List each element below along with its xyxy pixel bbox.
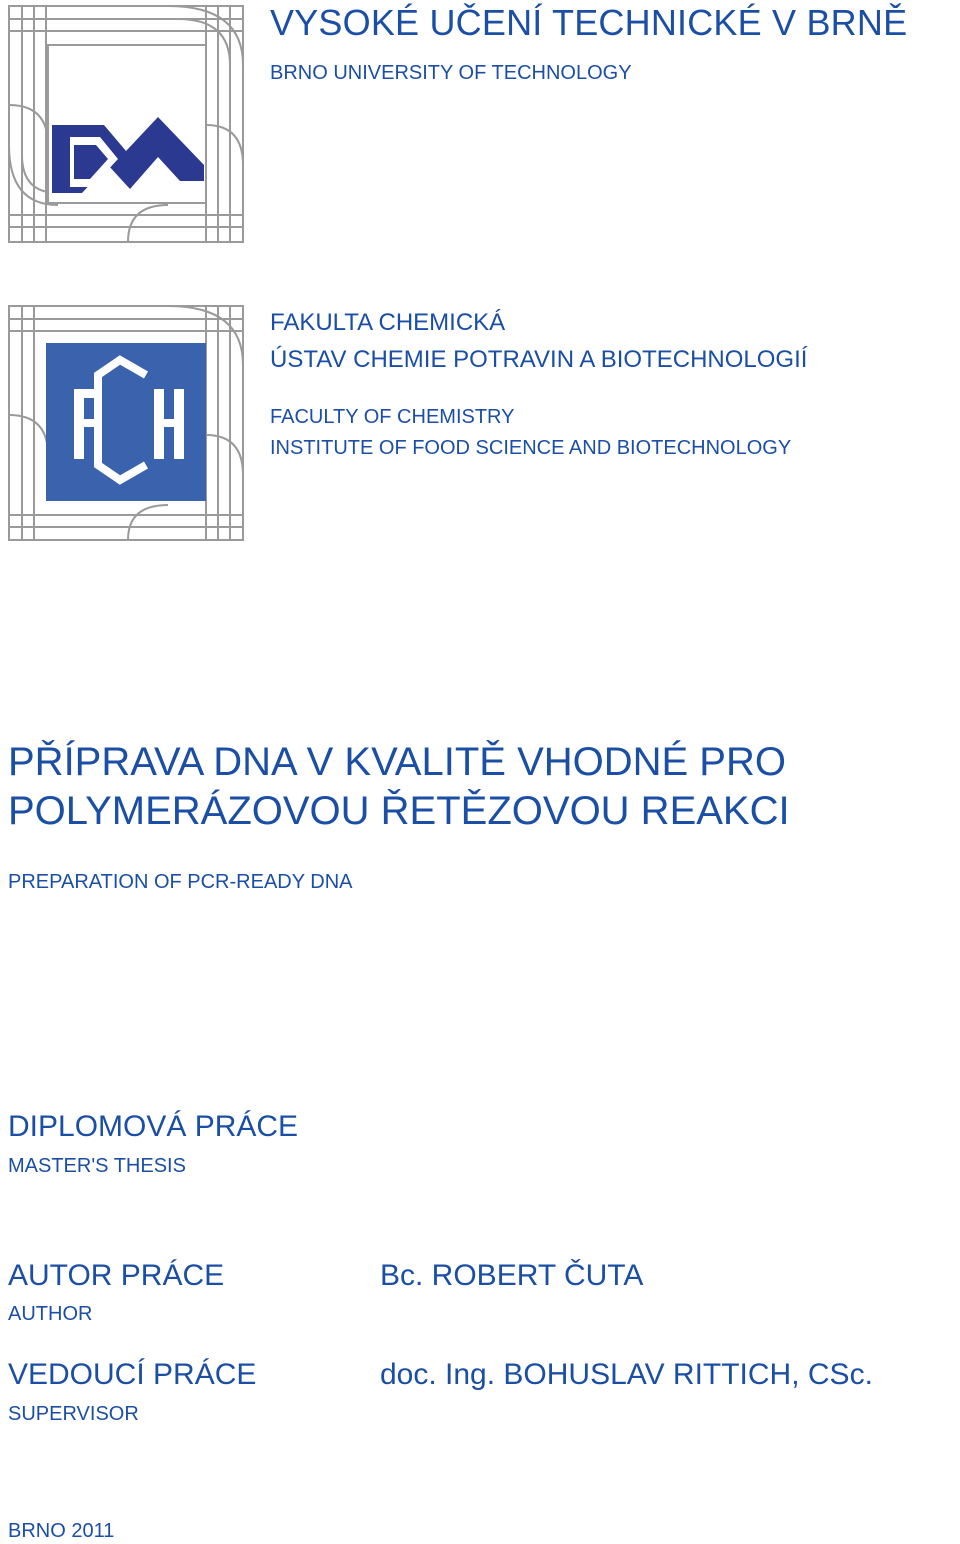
faculty-name-en: FACULTY OF CHEMISTRY	[270, 406, 515, 428]
institute-name-en: INSTITUTE OF FOOD SCIENCE AND BIOTECHNOLOGY	[270, 437, 792, 459]
faculty-block-en	[270, 402, 791, 464]
supervisor-label: VEDOUCÍ PRÁCE	[8, 1358, 257, 1391]
author-label-en: AUTHOR	[8, 1303, 93, 1325]
thesis-title-line1: PŘÍPRAVA DNA V KVALITĚ VHODNÉ PRO	[8, 740, 786, 784]
thesis-title	[8, 738, 790, 836]
university-name: VYSOKÉ UČENÍ TECHNICKÉ V BRNĚ	[270, 2, 908, 43]
thesis-title-en: PREPARATION OF PCR-READY DNA	[8, 871, 353, 893]
faculty-block	[270, 304, 807, 378]
author-label: AUTOR PRÁCE	[8, 1259, 225, 1292]
university-name-en: BRNO UNIVERSITY OF TECHNOLOGY	[270, 62, 632, 84]
supervisor-name: doc. Ing. BOHUSLAV RITTICH, CSc.	[380, 1358, 873, 1391]
university-logo	[8, 5, 244, 243]
institute-name: ÚSTAV CHEMIE POTRAVIN A BIOTECHNOLOGIÍ	[270, 346, 808, 373]
faculty-logo	[8, 305, 244, 541]
place-year: BRNO 2011	[8, 1520, 115, 1542]
thesis-type-en: MASTER'S THESIS	[8, 1155, 186, 1177]
supervisor-label-en: SUPERVISOR	[8, 1403, 139, 1425]
thesis-title-line2: POLYMERÁZOVOU ŘETĚZOVOU REAKCI	[8, 789, 790, 833]
faculty-name: FAKULTA CHEMICKÁ	[270, 309, 506, 336]
author-name: Bc. ROBERT ČUTA	[380, 1259, 644, 1292]
thesis-type: DIPLOMOVÁ PRÁCE	[8, 1110, 299, 1143]
